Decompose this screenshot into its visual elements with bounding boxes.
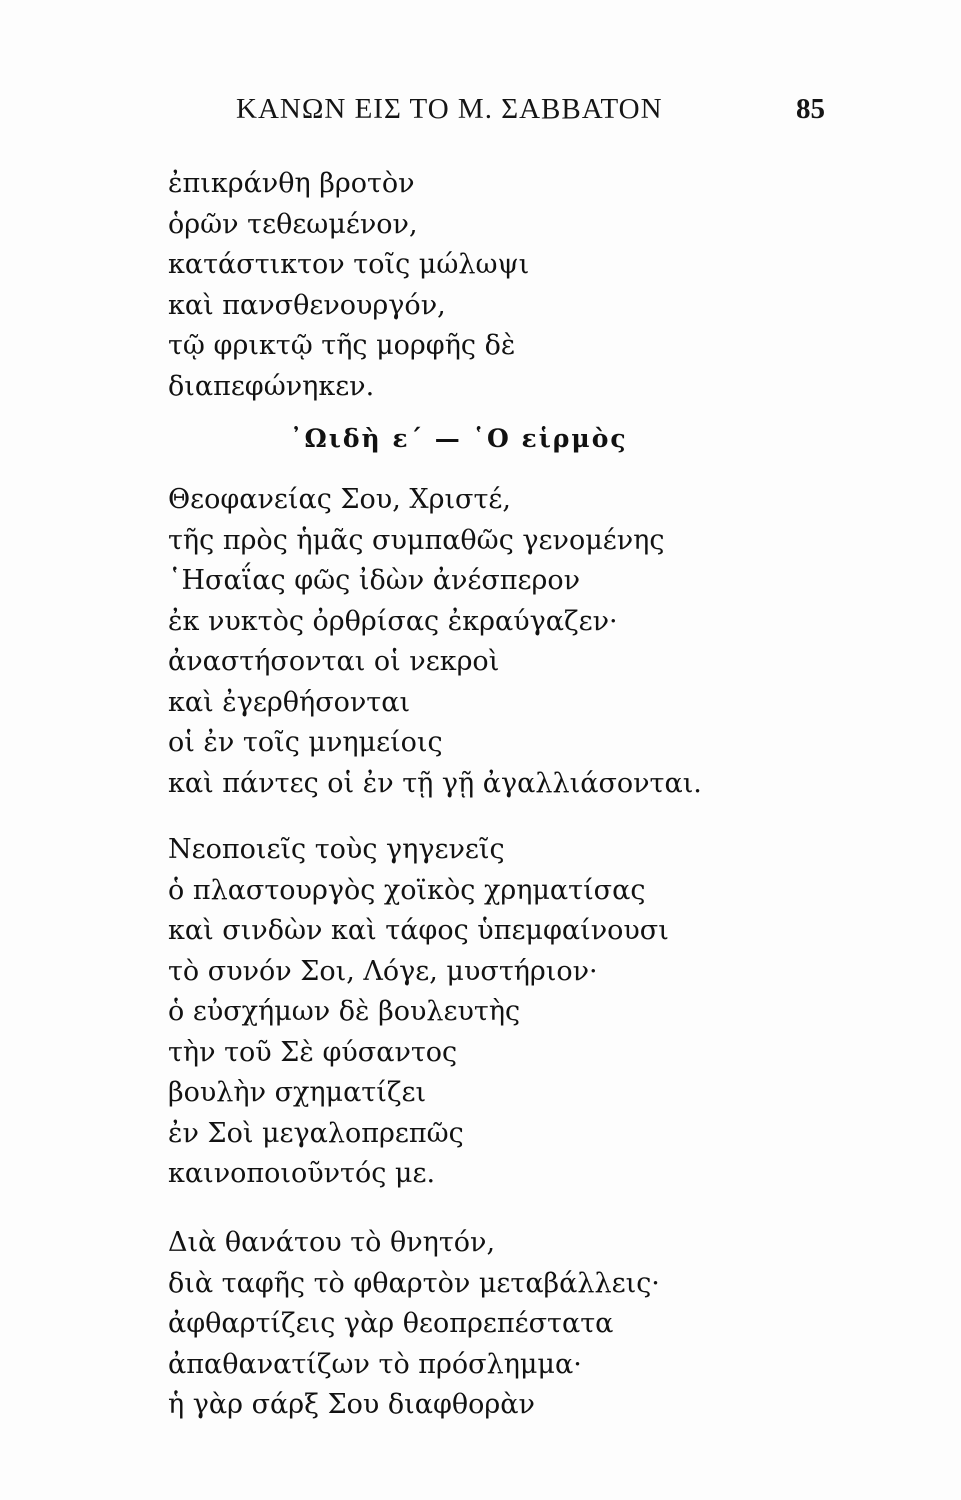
verse-line: ὁ εὐσχήμων δὲ βουλευτὴς — [168, 996, 521, 1027]
intro-stanza — [168, 164, 888, 407]
verse-line: Θεοφανείας Σου, Χριστέ, — [168, 484, 511, 515]
verse-line: τὸ συνόν Σοι, Λόγε, μυστήριον· — [168, 955, 598, 987]
verse-line: ἀναστήσονται οἱ νεκροὶ — [168, 646, 500, 677]
verse-line: ὁρῶν τεθεωμένον, — [168, 208, 418, 240]
verse-line: διαπεφώνηκεν. — [168, 370, 375, 402]
running-title: ΚΑΝΩΝ ΕΙΣ ΤΟ Μ. ΣΑΒΒΑΤΟΝ — [236, 93, 663, 125]
verse-line: οἱ ἐν τοῖς μνημείοις — [168, 727, 443, 758]
stanza-troparion-2 — [168, 1223, 888, 1426]
verse-line: τὴν τοῦ Σὲ φύσαντος — [168, 1036, 458, 1068]
verse-line: κατάστικτον τοῖς μώλωψι — [168, 249, 530, 280]
verse-line: βουλὴν σχηματίζει — [168, 1077, 427, 1108]
verse-line: καὶ ἐγερθήσονται — [168, 686, 411, 718]
verse-line: Νεοποιεῖς τοὺς γηγενεῖς — [168, 834, 505, 865]
ode-heading: ᾿Ωιδὴ ε΄ — ῾Ο εἱρμὸς — [290, 424, 628, 453]
stanza-troparion-1 — [168, 830, 888, 1195]
verse-line: ἐν Σοὶ μεγαλοπρεπῶς — [168, 1117, 464, 1149]
verse-line: ὁ πλαστουργὸς χοϊκὸς χρηματίσας — [168, 874, 646, 906]
verse-line: ἀπαθανατίζων τὸ πρόσλημμα· — [168, 1348, 582, 1380]
verse-line: καὶ πανσθενουργόν, — [168, 289, 446, 321]
page-number: 85 — [796, 93, 825, 125]
verse-line: ἡ γὰρ σάρξ Σου διαφθορὰν — [168, 1389, 535, 1420]
verse-line: ἀφθαρτίζεις γὰρ θεοπρεπέστατα — [168, 1308, 614, 1339]
verse-line: Διὰ θανάτου τὸ θνητόν, — [168, 1227, 496, 1258]
verse-line: ῾Ησαΐας φῶς ἰδὼν ἀνέσπερον — [168, 565, 581, 596]
verse-line: καὶ πάντες οἱ ἐν τῇ γῇ ἀγαλλιάσονται. — [168, 767, 702, 799]
verse-line: τῆς πρὸς ἡμᾶς συμπαθῶς γενομένης — [168, 524, 665, 556]
stanza-heirmos — [168, 480, 888, 804]
verse-line: ἐκ νυκτὸς ὀρθρίσας ἐκραύγαζεν· — [168, 605, 618, 637]
verse-line: ἐπικράνθη βροτὸν — [168, 168, 415, 199]
verse-line: καινοποιοῦντός με. — [168, 1158, 436, 1189]
verse-line: καὶ σινδὼν καὶ τάφος ὑπεμφαίνουσι — [168, 915, 669, 946]
verse-line: τῷ φρικτῷ τῆς μορφῆς δὲ — [168, 330, 516, 361]
verse-line: διὰ ταφῆς τὸ φθαρτὸν μεταβάλλεις· — [168, 1267, 660, 1299]
